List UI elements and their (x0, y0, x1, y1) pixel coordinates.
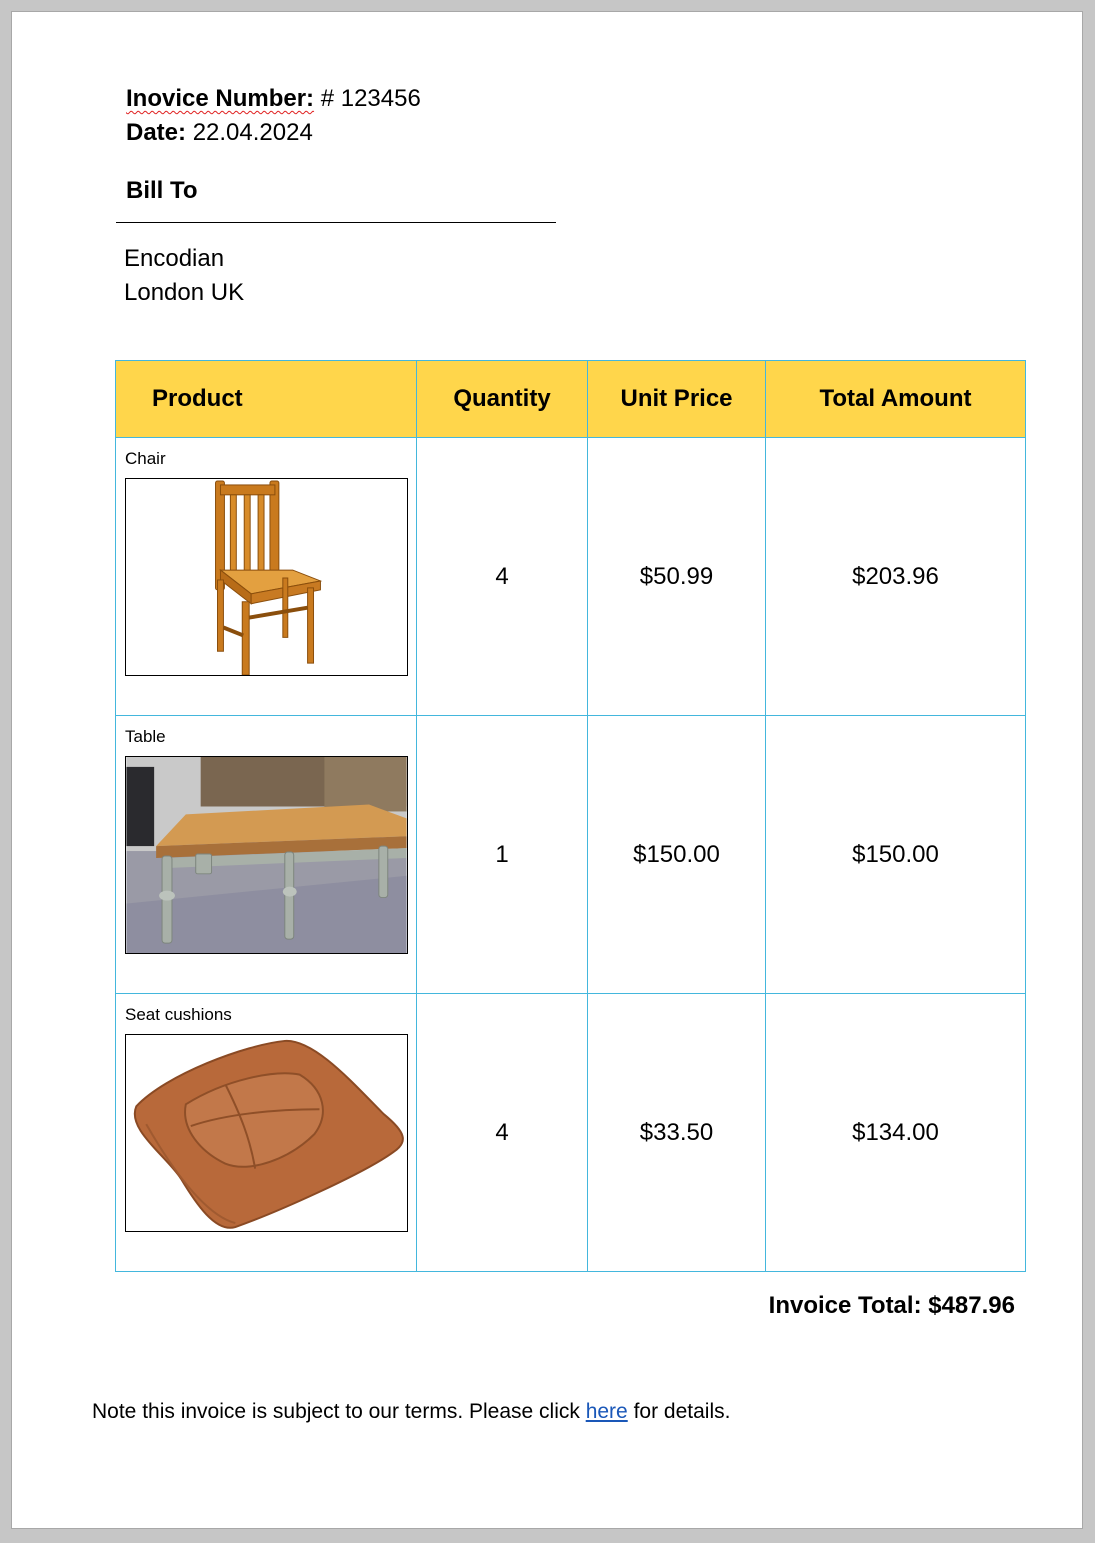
header-product: Product (116, 361, 417, 438)
invoice-page (11, 11, 1083, 1529)
product-name: Seat cushions (125, 1005, 232, 1024)
bill-to-location: London UK (124, 279, 245, 306)
invoice-items-table (115, 360, 1026, 1272)
header-unit-price: Unit Price (588, 361, 766, 438)
quantity-cell: 4 (417, 438, 588, 716)
unit-price-cell: $33.50 (588, 994, 766, 1272)
invoice-date-label: Date: (126, 119, 187, 146)
total-amount-cell: $203.96 (766, 438, 1026, 716)
product-name: Table (125, 727, 166, 746)
invoice-number-line (126, 82, 421, 116)
invoice-number-label: Inovice Number: (126, 85, 315, 112)
invoice-number-value: # 123456 (320, 85, 421, 112)
total-amount-cell: $150.00 (766, 716, 1026, 994)
table-row (116, 716, 1026, 994)
unit-price-cell: $150.00 (588, 716, 766, 994)
invoice-total-value: $487.96 (928, 1292, 1015, 1319)
invoice-date-line (126, 116, 421, 150)
terms-note (92, 1400, 730, 1424)
header-quantity: Quantity (417, 361, 588, 438)
table-header-row (116, 361, 1026, 438)
invoice-meta (126, 82, 421, 150)
terms-note-suffix: for details. (627, 1400, 731, 1423)
invoice-date-value: 22.04.2024 (192, 119, 313, 146)
terms-note-text: Note this invoice is subject to our terms. Please click (92, 1400, 586, 1423)
invoice-total (769, 1292, 1015, 1320)
bill-to-name: Encodian (124, 245, 225, 272)
product-cell (116, 994, 417, 1272)
product-cell (116, 716, 417, 994)
total-amount-cell: $134.00 (766, 994, 1026, 1272)
cushion-image (125, 1034, 408, 1232)
product-name: Chair (125, 449, 166, 468)
header-total-amount: Total Amount (766, 361, 1026, 438)
quantity-cell: 4 (417, 994, 588, 1272)
table-image (125, 756, 408, 954)
product-cell (116, 438, 417, 716)
bill-to-divider (116, 222, 556, 223)
invoice-total-label: Invoice Total: (768, 1292, 922, 1319)
table-row (116, 438, 1026, 716)
bill-to-address (124, 242, 244, 310)
terms-link[interactable]: here (585, 1400, 628, 1423)
bill-to-heading: Bill To (126, 177, 198, 204)
quantity-cell: 1 (417, 716, 588, 994)
chair-image (125, 478, 408, 676)
table-row (116, 994, 1026, 1272)
unit-price-cell: $50.99 (588, 438, 766, 716)
